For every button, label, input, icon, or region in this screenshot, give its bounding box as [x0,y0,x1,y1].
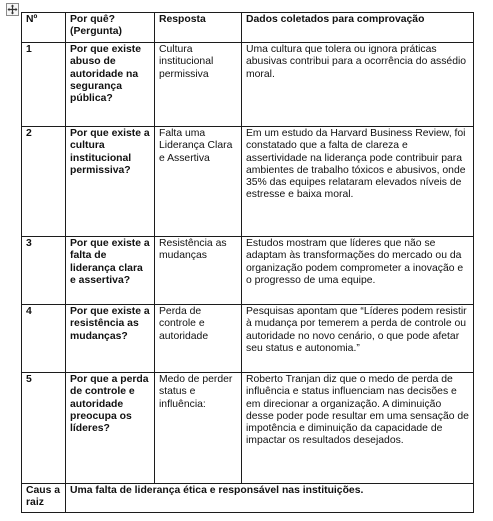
row-evidence: Uma cultura que tolera ou ignora práticas abusivas contribui para a ocorrência do assédio moral. [242,43,474,127]
row-question: Por que existe a cultura institucional permissiva? [66,127,155,237]
row-question: Por que existe a falta de liderança clara e assertiva? [66,237,155,305]
row-number: 5 [22,373,66,484]
row-evidence: Pesquisas apontam que “Líderes podem resistir à mudança por temerem a perda de controle ou autoridade no novo cenário, o que pode afetar seu status e autonomia.” [242,305,474,373]
row-question: Por que a perda de controle e autoridade preocupa os líderes? [66,373,155,484]
row-number: 4 [22,305,66,373]
row-answer: Resistência as mudanças [155,237,242,305]
row-question: Por que existe a resistência as mudanças? [66,305,155,373]
root-cause-row [22,484,474,513]
header-num: Nº [22,13,66,43]
header-evidence: Dados coletados para comprovação [242,13,474,43]
row-evidence: Estudos mostram que líderes que não se adaptam às transformações do mercado ou da organização podem comprometer a inovação e o progresso de uma equipe. [242,237,474,305]
row-number: 1 [22,43,66,127]
row-answer: Falta uma Liderança Clara e Assertiva [155,127,242,237]
header-answer: Resposta [155,13,242,43]
table-row [22,305,474,373]
row-answer: Cultura institucional permissiva [155,43,242,127]
table-row [22,43,474,127]
table-row [22,373,474,484]
row-number: 2 [22,127,66,237]
row-evidence: Roberto Tranjan diz que o medo de perda de influência e status influenciam nas decisões e em direcionar a organização. A diminuição desse poder pode resultar em uma sensação de impotência e diminuição da capacidade de impactar os resultados desejados. [242,373,474,484]
row-number: 3 [22,237,66,305]
four-way-arrow-icon [7,4,18,15]
row-evidence: Em um estudo da Harvard Business Review, foi constatado que a falta de clareza e assertividade na liderança pode contribuir para ambientes de trabalho tóxicos e abusivos, onde 35% das equipes relataram elevados níveis de estresse e baixa moral. [242,127,474,237]
row-answer: Medo de perder status e influência: [155,373,242,484]
root-cause-label: Caus a raiz [22,484,66,513]
table-header-row [22,13,474,43]
row-question: Por que existe abuso de autoridade na segurança pública? [66,43,155,127]
table-move-handle[interactable] [6,3,19,16]
root-cause-text: Uma falta de liderança ética e responsável nas instituições. [66,484,474,513]
table-row [22,127,474,237]
five-whys-table [21,12,474,513]
row-answer: Perda de controle e autoridade [155,305,242,373]
table-row [22,237,474,305]
header-question: Por quê? (Pergunta) [66,13,155,43]
